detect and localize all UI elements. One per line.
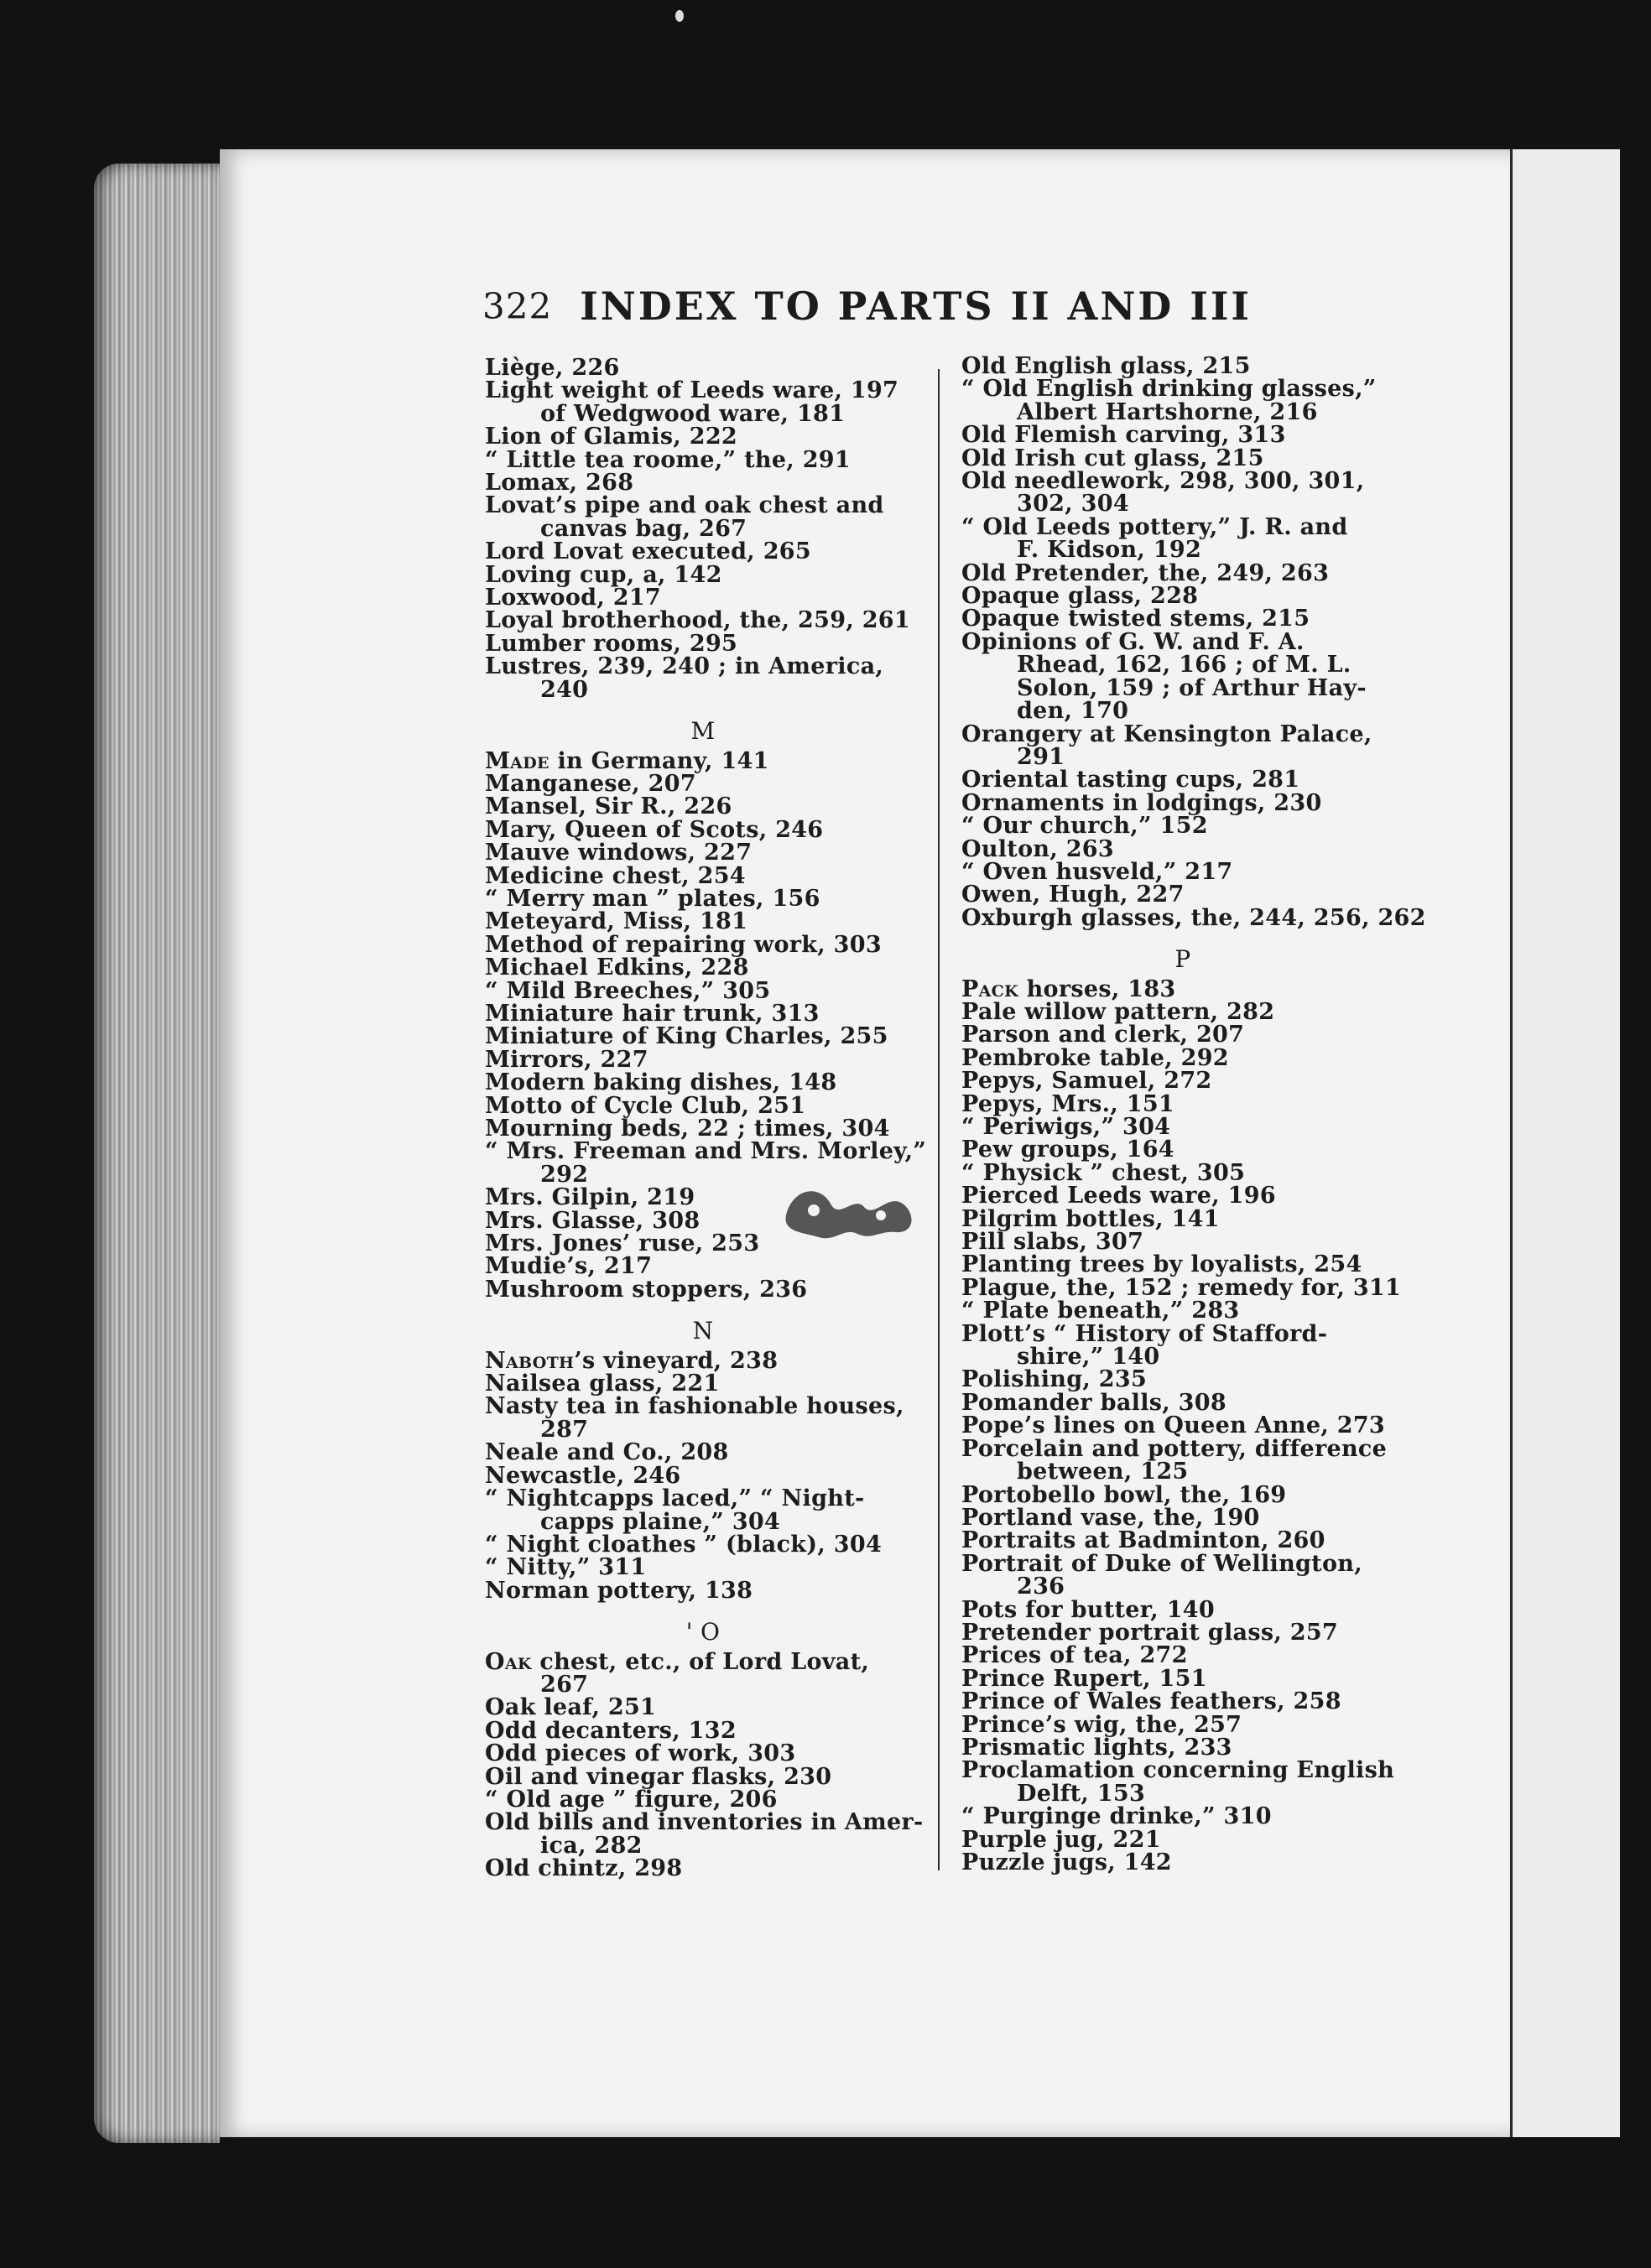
- index-entry: [485, 540, 921, 563]
- entry-text: Michael Edkins, 228: [485, 955, 749, 981]
- entry-text: Prince of Wales feathers, 258: [961, 1688, 1341, 1715]
- index-entry: [485, 772, 921, 795]
- index-entry: [961, 470, 1404, 516]
- entry-text: Lomax, 268: [485, 470, 634, 497]
- entry-continuation: 267: [540, 1671, 589, 1698]
- index-entry: [485, 1347, 921, 1374]
- page-number: 322: [482, 285, 553, 327]
- entry-continuation: 292: [540, 1161, 589, 1188]
- index-entry: [961, 1596, 1404, 1623]
- index-entry: [485, 1487, 921, 1533]
- entry-text: Plague, the, 152 ; remedy for, 311: [961, 1274, 1402, 1301]
- index-entry: [961, 1368, 1404, 1391]
- index-entry: [961, 1044, 1404, 1071]
- entry-text: Owen, Hugh, 227: [961, 882, 1185, 908]
- index-entry: [485, 1441, 921, 1464]
- entry-continuation: 287: [540, 1416, 589, 1443]
- entry-text: Motto of Cycle Club, 251: [485, 1092, 806, 1119]
- entry-text: Meteyard, Miss, 181: [485, 908, 748, 935]
- entry-text: Pill slabs, 307: [961, 1229, 1144, 1256]
- index-entry: [485, 655, 921, 701]
- index-entry: [961, 628, 1404, 725]
- index-entry: [961, 1023, 1404, 1046]
- entry-continuation: 240: [540, 676, 589, 703]
- index-entry: [961, 447, 1404, 470]
- ink-blot-mark: [780, 1178, 923, 1246]
- index-entry: [961, 513, 1404, 564]
- index-entry: [485, 1395, 921, 1441]
- entry-text: Ornaments in lodgings, 230: [961, 789, 1322, 816]
- index-entry: [485, 609, 921, 632]
- index-entry: [485, 586, 921, 609]
- index-entry: [485, 910, 921, 933]
- index-entry: [485, 1025, 921, 1048]
- index-entry: [485, 1372, 921, 1395]
- index-entry: [961, 1550, 1404, 1600]
- index-entry: [961, 1667, 1404, 1690]
- index-entry: [485, 470, 921, 497]
- entry-continuation: capps plaine,” 304: [540, 1508, 781, 1535]
- index-entry: [961, 1253, 1404, 1276]
- entry-small-caps: Naboth: [485, 1347, 575, 1374]
- entry-text: Portraits at Badminton, 260: [961, 1527, 1325, 1554]
- entry-text: Opaque twisted stems, 215: [961, 606, 1310, 632]
- entry-text: Mudie’s, 217: [485, 1253, 653, 1280]
- entry-text: Oulton, 263: [961, 835, 1114, 862]
- index-column-right: [961, 353, 1426, 1875]
- entry-text: Pots for butter, 140: [961, 1596, 1215, 1623]
- index-entry: [485, 747, 921, 774]
- index-entry: [485, 1071, 921, 1094]
- index-entry: [485, 446, 921, 473]
- entry-text: Portrait of Duke of Wellington,: [961, 1550, 1362, 1577]
- index-entry: [485, 1857, 921, 1880]
- entry-text: Old Pretender, the, 249, 263: [961, 559, 1330, 586]
- entry-text: Old Flemish carving, 313: [961, 422, 1286, 449]
- entry-text: Lustres, 239, 240 ; in America,: [485, 653, 884, 680]
- index-entry: [485, 1464, 921, 1487]
- entry-continuation: 302, 304: [1017, 491, 1129, 518]
- entry-text: Oil and vinegar flasks, 230: [485, 1763, 832, 1790]
- entry-text: Oak leaf, 251: [485, 1694, 657, 1721]
- entry-text: Opaque glass, 228: [961, 583, 1199, 610]
- entry-text: Norman pottery, 138: [485, 1577, 753, 1604]
- entry-text: Parson and clerk, 207: [961, 1022, 1245, 1048]
- index-entry: [485, 1719, 921, 1742]
- section-letter: M: [690, 717, 716, 746]
- entry-text: Lumber rooms, 295: [485, 630, 738, 657]
- index-entry: [961, 1205, 1404, 1232]
- index-entry: [961, 998, 1404, 1025]
- index-entry: [961, 1711, 1404, 1738]
- entry-text: Plott’s “ History of Stafford-: [961, 1320, 1328, 1347]
- entry-text: “ Night cloathes ” (black), 304: [485, 1531, 883, 1558]
- entry-continuation: Albert Hartshorne, 216: [1017, 398, 1318, 425]
- index-entry: [961, 377, 1404, 424]
- index-entry: [961, 1644, 1404, 1667]
- page-edges: [94, 164, 220, 2143]
- index-entry: [961, 883, 1404, 906]
- entry-text: in Germany, 141: [549, 747, 769, 774]
- index-entry: [485, 1048, 921, 1071]
- entry-continuation: shire,” 140: [1017, 1344, 1160, 1371]
- entry-text: Odd decanters, 132: [485, 1717, 737, 1744]
- index-entry: [961, 835, 1404, 862]
- index-entry: [485, 1648, 921, 1698]
- entry-text: Loving cup, a, 142: [485, 561, 722, 588]
- index-entry: [485, 632, 921, 655]
- entry-text: Mrs. Jones’ ruse, 253: [485, 1230, 760, 1257]
- index-entry: [961, 1391, 1404, 1414]
- entry-text: Neale and Co., 208: [485, 1439, 729, 1466]
- entry-continuation: F. Kidson, 192: [1017, 537, 1202, 564]
- index-entry: [485, 1278, 921, 1301]
- index-entry: [961, 559, 1404, 586]
- entry-text: “ Periwigs,” 304: [961, 1114, 1171, 1140]
- column-divider: [938, 369, 940, 1870]
- entry-continuation: 236: [1017, 1574, 1065, 1600]
- index-entry: [485, 1788, 921, 1811]
- entry-text: Mrs. Glasse, 308: [485, 1207, 701, 1234]
- entry-text: Mourning beds, 22 ; times, 304: [485, 1116, 890, 1142]
- entry-text: Puzzle jugs, 142: [961, 1849, 1172, 1875]
- index-entry: [485, 425, 921, 448]
- entry-text: Loyal brotherhood, the, 259, 261: [485, 607, 910, 634]
- index-entry: [485, 795, 921, 818]
- index-entry: [961, 1851, 1404, 1874]
- entry-text: Mushroom stoppers, 236: [485, 1276, 808, 1303]
- entry-text: Prince Rupert, 151: [961, 1665, 1207, 1692]
- entry-text: Old needlework, 298, 300, 301,: [961, 468, 1365, 495]
- page-title: INDEX TO PARTS II AND III: [580, 284, 1252, 329]
- entry-text: Pilgrim bottles, 141: [961, 1205, 1220, 1232]
- entry-text: Medicine chest, 254: [485, 862, 746, 889]
- index-entry: [485, 1763, 921, 1790]
- entry-text: “ Our church,” 152: [961, 813, 1208, 840]
- entry-text: Pomander balls, 308: [961, 1389, 1227, 1416]
- entry-continuation: Solon, 159 ; of Arthur Hay-: [1017, 674, 1367, 701]
- index-entry: [485, 1533, 921, 1556]
- index-entry: [485, 494, 921, 540]
- entry-text: “ Purginge drinke,” 310: [961, 1803, 1272, 1830]
- entry-text: Prices of tea, 272: [961, 1642, 1188, 1669]
- index-entry: [961, 1229, 1404, 1256]
- entry-text: Liège, 226: [485, 355, 620, 381]
- index-entry: [961, 583, 1404, 610]
- index-entry: [485, 379, 921, 425]
- entry-text: Mansel, Sir R., 226: [485, 793, 732, 820]
- entry-text: Old English glass, 215: [961, 353, 1251, 379]
- entry-continuation: between, 125: [1017, 1459, 1189, 1485]
- entry-text: Mirrors, 227: [485, 1046, 648, 1073]
- index-entry: [961, 355, 1404, 377]
- index-entry: [961, 1414, 1404, 1437]
- index-entry: [961, 1736, 1404, 1759]
- index-entry: [485, 1809, 924, 1859]
- index-entry: [961, 1828, 1404, 1851]
- index-entry: [485, 862, 921, 889]
- entry-text: Odd pieces of work, 303: [485, 1740, 796, 1767]
- entry-continuation: of Wedgwood ware, 181: [540, 400, 846, 427]
- entry-text: “ Nitty,” 311: [485, 1554, 647, 1581]
- entry-text: Manganese, 207: [485, 770, 696, 797]
- entry-text: “ Nightcapps laced,” “ Night-: [485, 1485, 865, 1512]
- index-entry: [961, 768, 1404, 791]
- entry-text: Mary, Queen of Scots, 246: [485, 816, 824, 843]
- entry-text: “ Little tea roome,” the, 291: [485, 446, 851, 473]
- entry-text: “ Plate beneath,” 283: [961, 1298, 1240, 1324]
- entry-text: Modern baking dishes, 148: [485, 1069, 837, 1096]
- entry-text: Old chintz, 298: [485, 1855, 683, 1882]
- running-header: [482, 284, 1321, 342]
- entry-text: Lion of Glamis, 222: [485, 424, 737, 450]
- index-entry: [961, 1621, 1404, 1644]
- index-entry: [961, 904, 1426, 931]
- entry-text: “ Physick ” chest, 305: [961, 1159, 1246, 1186]
- index-entry: [485, 841, 921, 864]
- entry-text: Method of repairing work, 303: [485, 931, 882, 958]
- index-entry: [961, 1068, 1404, 1095]
- entry-text: Prismatic lights, 233: [961, 1734, 1232, 1761]
- index-entry: [961, 1090, 1404, 1117]
- index-entry: [961, 720, 1404, 770]
- entry-text: Purple jug, 221: [961, 1826, 1161, 1853]
- index-entry: [485, 931, 921, 958]
- facing-page-edge: [1510, 149, 1620, 2137]
- section-letter: P: [1174, 945, 1191, 974]
- section-letter: ' O: [685, 1618, 721, 1646]
- index-entry: [961, 1299, 1404, 1322]
- index-entry: [961, 422, 1404, 449]
- index-entry: [485, 977, 921, 1004]
- index-entry: [961, 813, 1404, 840]
- index-column-left: [485, 355, 927, 1882]
- entry-text: Opinions of G. W. and F. A.: [961, 628, 1305, 655]
- index-entry: [485, 956, 921, 979]
- dust-speck: [675, 10, 684, 22]
- entry-continuation: ica, 282: [540, 1832, 643, 1859]
- entry-text: Miniature hair trunk, 313: [485, 1000, 820, 1027]
- entry-small-caps: Oak: [485, 1648, 532, 1675]
- index-entry: [485, 1092, 921, 1119]
- entry-text: chest, etc., of Lord Lovat,: [531, 1648, 870, 1675]
- entry-text: “ Oven husveld,” 217: [961, 858, 1233, 885]
- entry-continuation: den, 170: [1017, 698, 1129, 725]
- index-entry: [485, 887, 921, 910]
- entry-text: Oxburgh glasses, the, 244, 256, 262: [961, 904, 1426, 931]
- index-entry: [485, 356, 921, 379]
- entry-continuation: 291: [1017, 743, 1065, 770]
- entry-text: “ Old age ” figure, 206: [485, 1786, 778, 1813]
- entry-text: “ Mrs. Freeman and Mrs. Morley,”: [485, 1138, 927, 1165]
- entry-text: Miniature of King Charles, 255: [485, 1023, 888, 1050]
- index-entry: [485, 1696, 921, 1719]
- entry-text: “ Old English drinking glasses,”: [961, 376, 1377, 403]
- section-letter: N: [692, 1317, 714, 1345]
- index-entry: [961, 1138, 1404, 1161]
- entry-text: Old Irish cut glass, 215: [961, 445, 1264, 471]
- entry-text: Mrs. Gilpin, 219: [485, 1184, 695, 1211]
- entry-text: Porcelain and pottery, difference: [961, 1435, 1388, 1462]
- entry-text: Polishing, 235: [961, 1366, 1148, 1393]
- entry-text: Prince’s wig, the, 257: [961, 1711, 1242, 1738]
- entry-text: Portland vase, the, 190: [961, 1504, 1260, 1531]
- entry-text: Pierced Leeds ware, 196: [961, 1183, 1276, 1209]
- entry-text: “ Mild Breeches,” 305: [485, 977, 771, 1004]
- index-entry: [485, 1742, 921, 1765]
- index-entry: [961, 1274, 1404, 1301]
- index-entry: [961, 1690, 1404, 1713]
- entry-text: Lord Lovat executed, 265: [485, 538, 811, 565]
- entry-continuation: Rhead, 162, 166 ; of M. L.: [1017, 652, 1352, 679]
- entry-continuation: canvas bag, 267: [540, 515, 747, 542]
- index-entry: [961, 1184, 1404, 1207]
- entry-small-caps: Pack: [961, 975, 1018, 1002]
- entry-text: Portobello bowl, the, 169: [961, 1481, 1287, 1508]
- index-entry: [961, 1805, 1404, 1828]
- index-entry: [961, 1159, 1404, 1186]
- entry-text: Loxwood, 217: [485, 585, 661, 611]
- entry-text: “ Old Leeds pottery,” J. R. and: [961, 513, 1348, 540]
- index-entry: [961, 1506, 1404, 1529]
- index-entry: [961, 858, 1404, 885]
- entry-text: Mauve windows, 227: [485, 840, 753, 866]
- entry-text: Pale willow pattern, 282: [961, 998, 1275, 1025]
- index-entry: [961, 1435, 1404, 1485]
- entry-text: Lovat’s pipe and oak chest and: [485, 492, 884, 519]
- index-entry: [485, 1253, 921, 1280]
- index-entry: [485, 1579, 921, 1602]
- entry-text: Newcastle, 246: [485, 1462, 681, 1489]
- entry-text: Old bills and inventories in Amer-: [485, 1809, 924, 1836]
- entry-small-caps: Made: [485, 747, 549, 774]
- entry-text: Orangery at Kensington Palace,: [961, 720, 1372, 747]
- entry-text: Pembroke table, 292: [961, 1044, 1229, 1071]
- entry-text: Proclamation concerning English: [961, 1757, 1395, 1784]
- index-entry: [485, 1002, 921, 1025]
- index-entry: [961, 1116, 1404, 1138]
- entry-text: Pope’s lines on Queen Anne, 273: [961, 1412, 1385, 1439]
- entry-text: “ Merry man ” plates, 156: [485, 885, 820, 912]
- index-entry: [961, 789, 1404, 816]
- index-entry: [961, 1320, 1404, 1371]
- index-entry: [485, 561, 921, 588]
- entry-text: Pepys, Samuel, 272: [961, 1068, 1212, 1095]
- entry-text: Nailsea glass, 221: [485, 1371, 720, 1397]
- entry-text: horses, 183: [1018, 975, 1176, 1002]
- index-entry: [485, 1117, 921, 1140]
- entry-text: Planting trees by loyalists, 254: [961, 1251, 1362, 1278]
- entry-text: Pretender portrait glass, 257: [961, 1619, 1338, 1646]
- index-entry: [961, 1529, 1404, 1552]
- index-entry: [961, 1759, 1404, 1805]
- index-entry: [485, 1556, 921, 1579]
- entry-text: Light weight of Leeds ware, 197: [485, 377, 899, 404]
- entry-text: Pepys, Mrs., 151: [961, 1090, 1174, 1117]
- entry-text: ’s vineyard, 238: [574, 1347, 779, 1374]
- index-entry: [961, 607, 1404, 630]
- entry-text: Pew groups, 164: [961, 1137, 1174, 1163]
- index-entry: [485, 816, 921, 843]
- entry-text: Nasty tea in fashionable houses,: [485, 1393, 904, 1420]
- index-entry: [961, 975, 1404, 1002]
- index-entry: [961, 1481, 1404, 1508]
- entry-text: Oriental tasting cups, 281: [961, 767, 1300, 793]
- entry-continuation: Delft, 153: [1017, 1780, 1146, 1807]
